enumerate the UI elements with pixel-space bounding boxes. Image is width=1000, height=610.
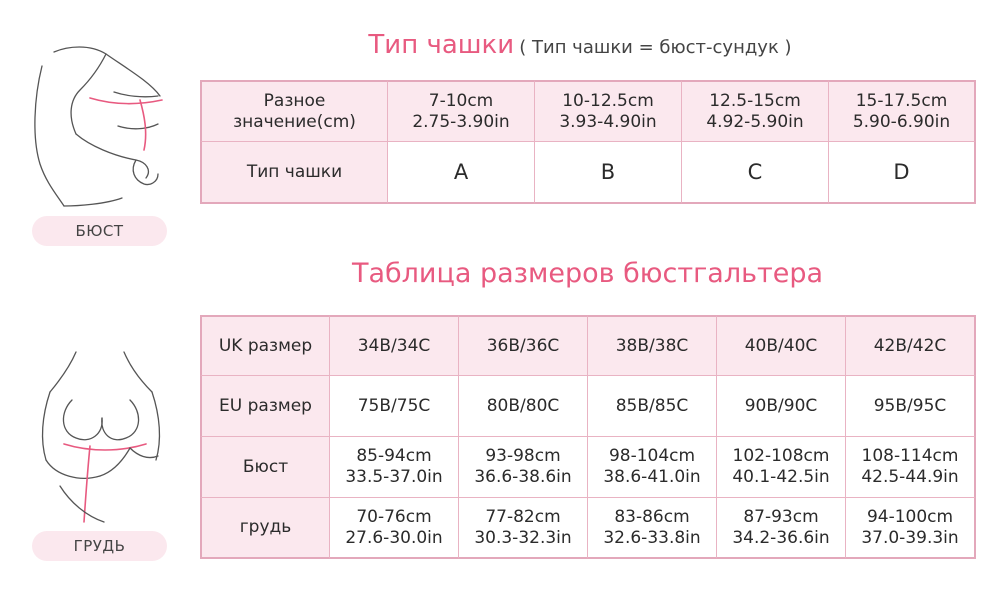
- uk-size-label: UK размер: [200, 315, 330, 376]
- table-row: [200, 498, 976, 559]
- cup-type-row-label: Тип чашки: [200, 142, 388, 204]
- table-cell: B: [535, 142, 682, 204]
- table-cell: 34B/34C: [330, 315, 459, 376]
- bra-size-table: [200, 315, 976, 559]
- table-cell: 40B/40C: [717, 315, 846, 376]
- table-cell: D: [829, 142, 976, 204]
- table-row: [200, 315, 976, 376]
- table-cell: A: [388, 142, 535, 204]
- bust-measurement-illustration: [18, 38, 178, 208]
- chest-measurement-illustration: [20, 336, 180, 526]
- table-row: [200, 80, 976, 142]
- table-cell: 36B/36C: [459, 315, 588, 376]
- table-cell: 80B/80C: [459, 376, 588, 437]
- table-cell: 85-94cm 33.5-37.0in: [330, 437, 459, 498]
- table-cell: 87-93cm 34.2-36.6in: [717, 498, 846, 559]
- table-cell: 7-10cm 2.75-3.90in: [388, 80, 535, 142]
- eu-size-label: EU размер: [200, 376, 330, 437]
- table-cell: 93-98cm 36.6-38.6in: [459, 437, 588, 498]
- table-cell: C: [682, 142, 829, 204]
- table-cell: 10-12.5cm 3.93-4.90in: [535, 80, 682, 142]
- table-cell: 75B/75C: [330, 376, 459, 437]
- table-cell: 90B/90C: [717, 376, 846, 437]
- table-cell: 94-100cm 37.0-39.3in: [846, 498, 976, 559]
- table-cell: 12.5-15cm 4.92-5.90in: [682, 80, 829, 142]
- table-row: [200, 376, 976, 437]
- table-cell: 42B/42C: [846, 315, 976, 376]
- size-chart-title: Таблица размеров бюстгальтера: [351, 258, 824, 289]
- table-row: [200, 437, 976, 498]
- table-cell: 102-108cm 40.1-42.5in: [717, 437, 846, 498]
- cup-type-heading: [200, 30, 960, 60]
- chest-label-pill: ГРУДЬ: [32, 531, 167, 561]
- cup-type-note: ( Тип чашки = бюст-сундук ): [519, 37, 792, 58]
- table-cell: 70-76cm 27.6-30.0in: [330, 498, 459, 559]
- difference-header-cell: Разное значение(cm): [200, 80, 388, 142]
- table-cell: 98-104cm 38.6-41.0in: [588, 437, 717, 498]
- cup-type-table: [200, 80, 976, 204]
- table-cell: 15-17.5cm 5.90-6.90in: [829, 80, 976, 142]
- table-cell: 95B/95C: [846, 376, 976, 437]
- chest-row-label: грудь: [200, 498, 330, 559]
- table-cell: 85B/85C: [588, 376, 717, 437]
- table-cell: 108-114cm 42.5-44.9in: [846, 437, 976, 498]
- table-cell: 83-86cm 32.6-33.8in: [588, 498, 717, 559]
- table-row: [200, 142, 976, 204]
- bust-label-pill: БЮСТ: [32, 216, 167, 246]
- table-cell: 38B/38C: [588, 315, 717, 376]
- cup-type-title: Тип чашки: [368, 30, 515, 60]
- bust-row-label: Бюст: [200, 437, 330, 498]
- table-cell: 77-82cm 30.3-32.3in: [459, 498, 588, 559]
